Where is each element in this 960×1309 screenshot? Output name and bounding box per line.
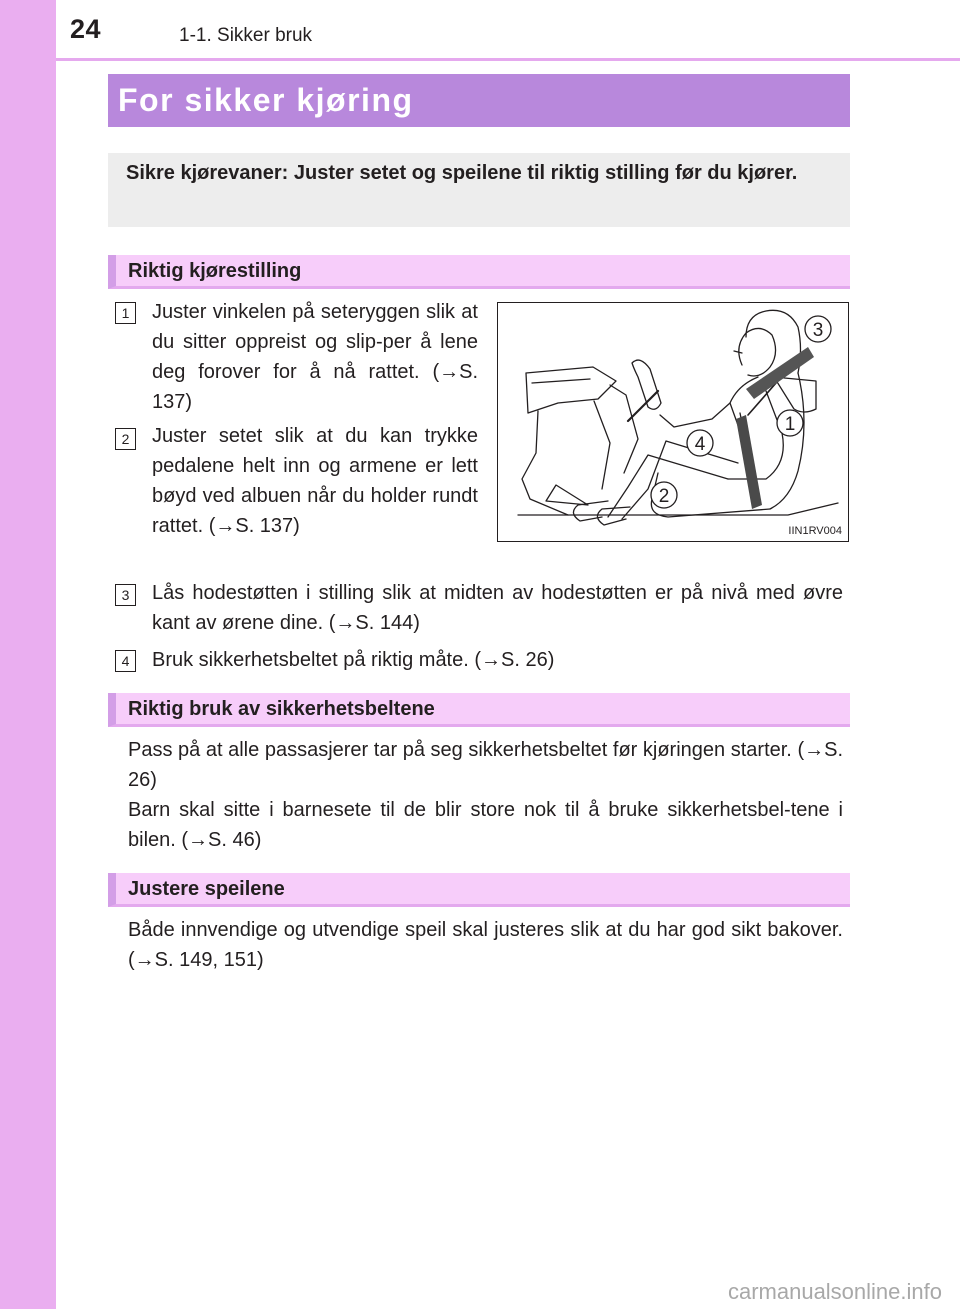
section-heading-mirrors: Justere speilene: [108, 873, 850, 907]
figure-code: IIN1RV004: [788, 525, 842, 537]
watermark: carmanualsonline.info: [727, 1279, 942, 1304]
item-number-badge: 3: [115, 584, 136, 606]
section-heading-driving-position: Riktig kjørestilling: [108, 255, 850, 289]
item-number-badge: 1: [115, 302, 136, 324]
driver-seat-drawing: [498, 303, 848, 541]
running-head: 1-1. Sikker bruk: [179, 25, 313, 46]
callout-label: 3: [812, 320, 824, 341]
item-number-badge: 2: [115, 428, 136, 450]
list-item: Lås hodestøtten i stilling slik at midten av hodestøtten er på nivå med øvre kant av ørene dine. (→S. 144): [152, 582, 843, 634]
driving-position-illustration: [497, 302, 849, 542]
paragraph: Barn skal sitte i barnesete til de blir store nok til å bruke sikkerhetsbel-tene i bilen. (→S. 46): [128, 799, 843, 851]
paragraph: Pass på at alle passasjerer tar på seg sikkerhetsbeltet før kjøringen starter. (→S. 26): [128, 739, 843, 791]
intro-box: Sikre kjørevaner: Juster setet og speilene til riktig stilling før du kjører.: [108, 153, 850, 227]
paragraph: Både innvendige og utvendige speil skal justeres slik at du har god sikt bakover. (→S. 149, 151): [128, 919, 843, 971]
item-number-badge: 4: [115, 650, 136, 672]
page-title: For sikker kjøring: [118, 82, 414, 118]
list-item: Bruk sikkerhetsbeltet på riktig måte. (→S. 26): [152, 649, 555, 671]
list-item: Juster vinkelen på seteryggen slik at du sitter oppreist og slip-per å lene deg forover for å nå rattet. (→S. 137): [152, 301, 478, 413]
page-side-strip: [0, 0, 56, 1309]
page-title-bar: [108, 74, 850, 127]
section-heading-seatbelts: Riktig bruk av sikkerhetsbeltene: [108, 693, 850, 727]
callout-label: 2: [658, 486, 670, 507]
callout-label: 4: [694, 434, 706, 455]
page-number: 24: [70, 14, 102, 44]
callout-label: 1: [784, 414, 796, 435]
list-item: Juster setet slik at du kan trykke pedalene helt inn og armene er lett bøyd ved albuen når du holder rundt rattet. (→S. 137): [152, 425, 478, 537]
